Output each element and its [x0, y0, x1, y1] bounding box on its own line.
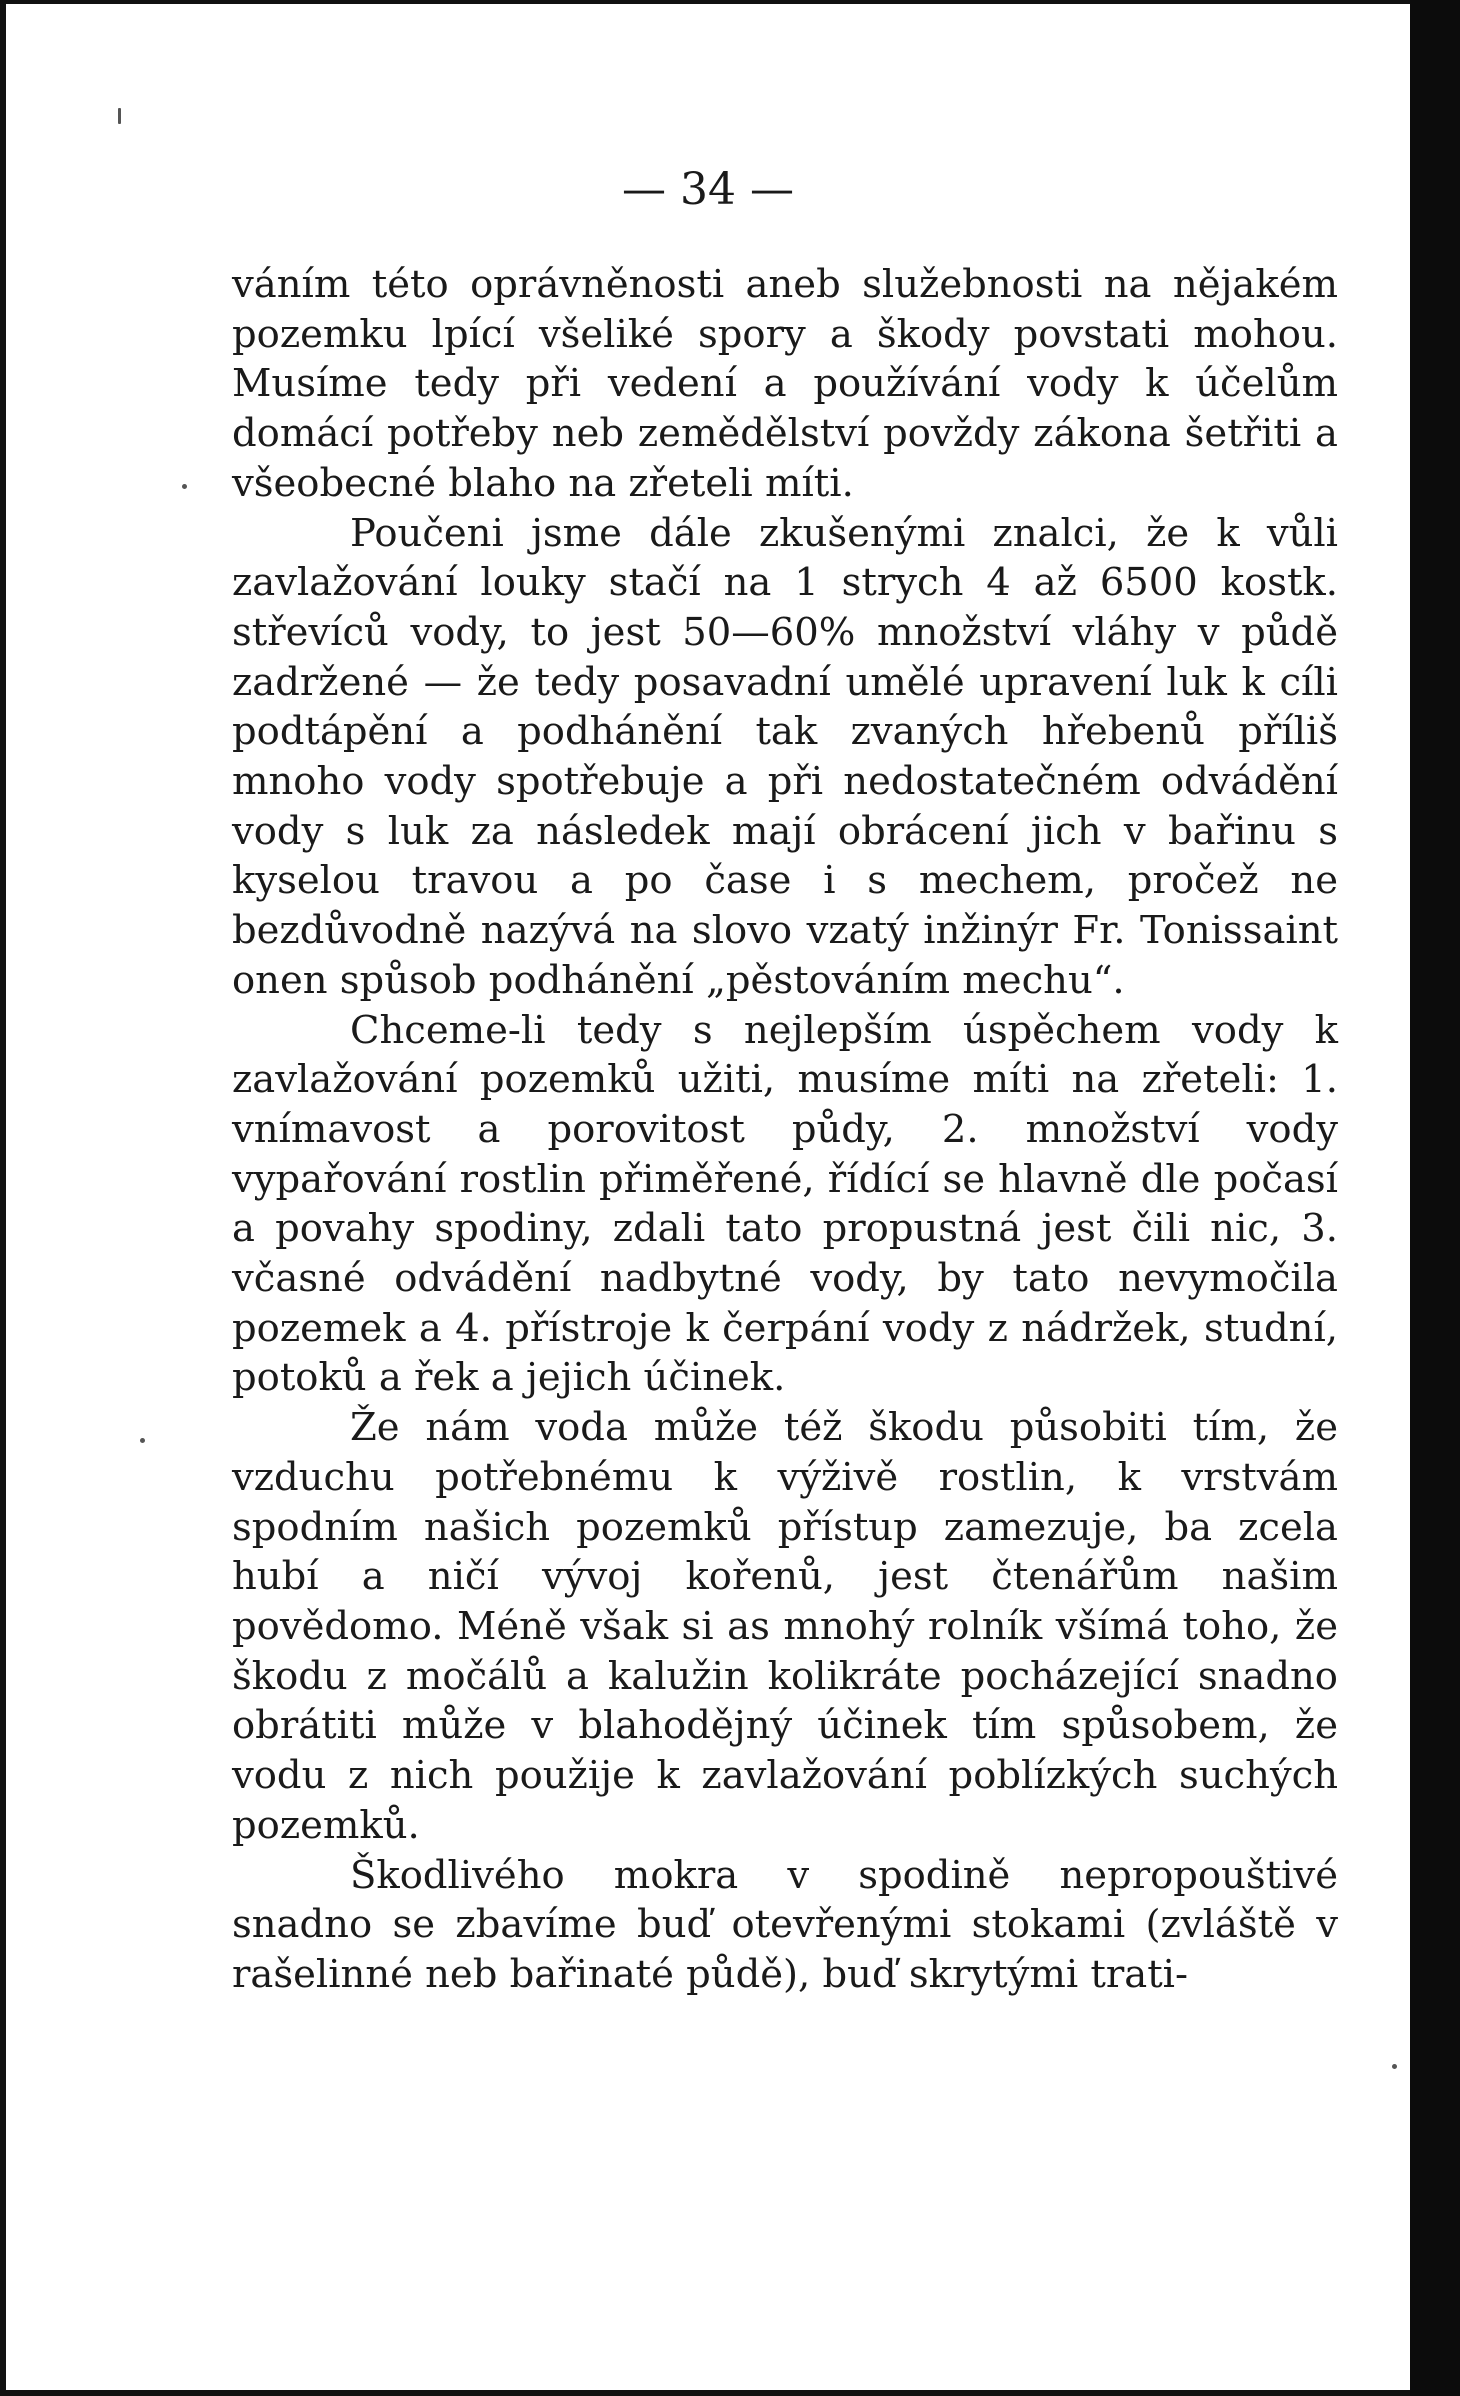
paragraph: Poučeni jsme dále zkušenými znalci, že k vůli zavlažování louky stačí na 1 strych 4 až 6500 kostk. střevíců vody, to jest 50—60% množství vláhy v půdě zadržené — že tedy posavadní umělé upravení luk k cíli podtápění a podhánění tak zvaných hřebenů příliš mnoho vody spotřebuje a při nedostatečném odvádění vody s luk za následek mají obrácení jich v bařinu s kyselou travou a po čase i s mechem, pročež ne bezdůvodně nazývá na slovo vzatý inžinýr Fr. Tonissaint onen spůsob podhánění „pěstováním mechu“.: [232, 510, 1338, 1003]
paragraph: váním této oprávněnosti aneb služebnosti na nějakém pozemku lpící všeliké spory a škody povstati mohou. Musíme tedy při vedení a používání vody k účelům domácí potřeby neb zemědělství povždy zákona šetřiti a všeobecné blaho na zřeteli míti.: [232, 262, 1338, 506]
scan-speck: [1392, 2064, 1397, 2069]
scan-speck: [118, 108, 121, 124]
scan-speck: [182, 484, 187, 489]
scan-edge: [1410, 0, 1460, 2396]
paragraph: Škodlivého mokra v spodině nepropouštivé snadno se zbavíme buď otevřenými stokami (zvláště v rašelinné neb bařinaté půdě), buď skrytými trati-: [232, 1852, 1338, 1997]
paragraph: Chceme-li tedy s nejlepším úspěchem vody k zavlažování pozemků užiti, musíme míti na zřeteli: 1. vnímavost a porovitost půdy, 2. množství vody vypařování rostlin přiměřené, řídící se hlavně dle počasí a povahy spodiny, zdali tato propustná jest čili nic, 3. včasné odvádění nadbytné vody, by tato nevymočila pozemek a 4. přístroje k čerpání vody z nádržek, studní, potoků a řek a jejich účinek.: [232, 1007, 1338, 1401]
body-text: [232, 260, 1338, 2000]
paragraph: Že nám voda může též škodu působiti tím, že vzduchu potřebnému k výživě rostlin, k vrstvám spodním našich pozemků přístup zamezuje, ba zcela hubí a ničí vývoj kořenů, jest čtenářům našim povědomo. Méně však si as mnohý rolník všímá toho, že škodu z močálů a kalužin kolikráte pocházející snadno obrátiti může v blahodějný účinek tím spůsobem, že vodu z nich použije k zavlažování poblízkých suchých pozemků.: [232, 1405, 1338, 1848]
scan-speck: [140, 1438, 145, 1443]
page-number: — 34 —: [622, 164, 794, 215]
book-page: [6, 4, 1410, 2390]
